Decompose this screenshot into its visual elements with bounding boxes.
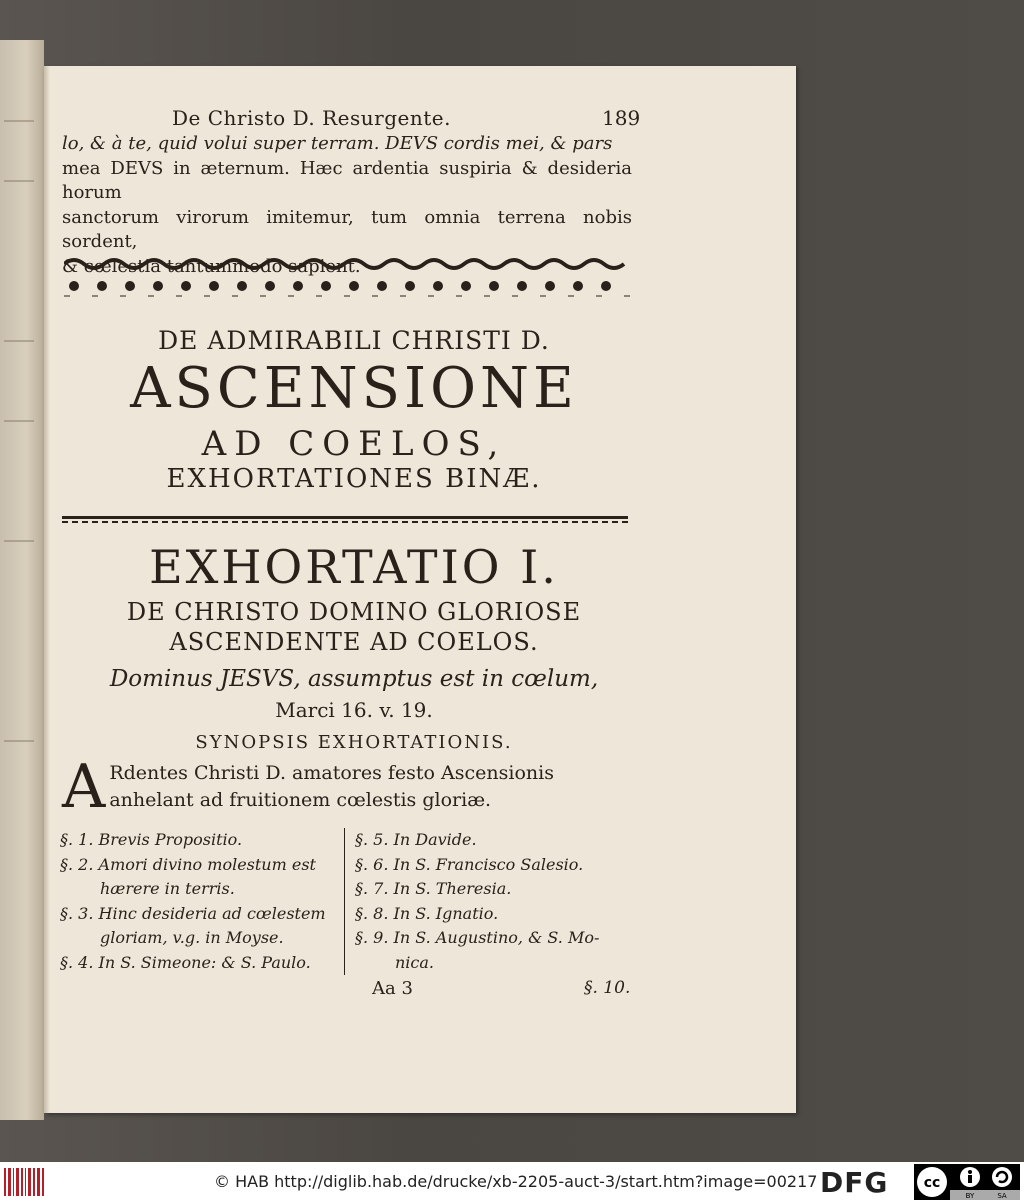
text-line: & cœlestia tantummodo sapient. <box>62 255 361 277</box>
scripture-quote: Dominus JESVS, assumptus est in cœlum, <box>109 666 599 692</box>
list-item: §. 2. Amori divino molestum est <box>60 854 316 874</box>
text-line: lo, & à te, quid volui super terram. DEVS cordis mei, & pars <box>62 133 613 154</box>
drop-cap: A <box>62 752 106 822</box>
divider <box>62 521 628 524</box>
list-item: §. 3. Hinc desideria ad cœlestem <box>60 903 326 923</box>
section-heading: EXHORTATIO I. <box>149 540 559 594</box>
copyright-link[interactable]: © HAB http://diglib.hab.de/drucke/xb-2205-auct-3/start.htm?image=00217 <box>214 1172 818 1191</box>
list-item: §. 5. In Davide. <box>355 830 477 849</box>
cc-license-icon[interactable] <box>914 1164 1020 1200</box>
title-main: ASCENSIONE <box>130 356 578 421</box>
list-item: hærere in terris. <box>100 879 235 898</box>
divider <box>62 516 628 519</box>
text-line: sanctorum virorum imitemur, tum omnia terrena nobis sordent, <box>62 206 632 252</box>
list-item: gloriam, v.g. in Moyse. <box>100 928 284 947</box>
book-page <box>44 66 796 1113</box>
list-item: nica. <box>395 952 435 972</box>
catchword: §. 10. <box>584 978 631 998</box>
contents-list-right <box>344 828 655 975</box>
synopsis-text: Rdentes Christi D. amatores festo Ascensionis anhelant ad fruitionem cœlestis gloriæ. <box>109 762 554 811</box>
list-item: §. 9. In S. Augustino, & S. Mo- <box>355 928 600 947</box>
list-item: §. 6. In S. Francisco Salesio. <box>355 854 584 874</box>
contents-list-left <box>60 828 342 975</box>
barcode-icon <box>2 1166 46 1198</box>
dfg-logo: DFG <box>820 1166 889 1199</box>
text-line: mea DEVS in æternum. Hæc ardentia suspiria & desideria horum <box>62 157 632 203</box>
running-head: De Christo D. Resurgente. <box>172 106 451 130</box>
section-subtitle: DE CHRISTO DOMINO GLORIOSE <box>126 598 582 626</box>
synopsis-heading: SYNOPSIS EXHORTATIONIS. <box>195 732 513 753</box>
license-label: BY <box>965 1192 975 1200</box>
section-subtitle: ASCENDENTE AD COELOS. <box>169 628 539 656</box>
page-number: 189 <box>602 106 641 130</box>
ornament-band-icon <box>64 254 630 302</box>
license-label: SA <box>997 1192 1007 1200</box>
list-item: §. 7. In S. Theresia. <box>355 879 512 898</box>
list-item: §. 8. In S. Ignatio. <box>355 903 499 923</box>
list-item: §. 1. Brevis Propositio. <box>60 830 243 849</box>
synopsis-paragraph <box>62 752 632 822</box>
title-line: EXHORTATIONES BINÆ. <box>166 464 542 494</box>
list-item: §. 4. In S. Simeone: & S. Paulo. <box>60 952 311 972</box>
scripture-reference: Marci 16. v. 19. <box>275 698 433 722</box>
previous-page-edge <box>0 40 44 1120</box>
title-line: DE ADMIRABILI CHRISTI D. <box>158 326 550 355</box>
signature-mark: Aa 3 <box>372 978 413 999</box>
svg-text:cc: cc <box>923 1175 941 1191</box>
viewer-footer <box>0 1162 1024 1202</box>
title-line: AD COELOS, <box>201 424 507 464</box>
